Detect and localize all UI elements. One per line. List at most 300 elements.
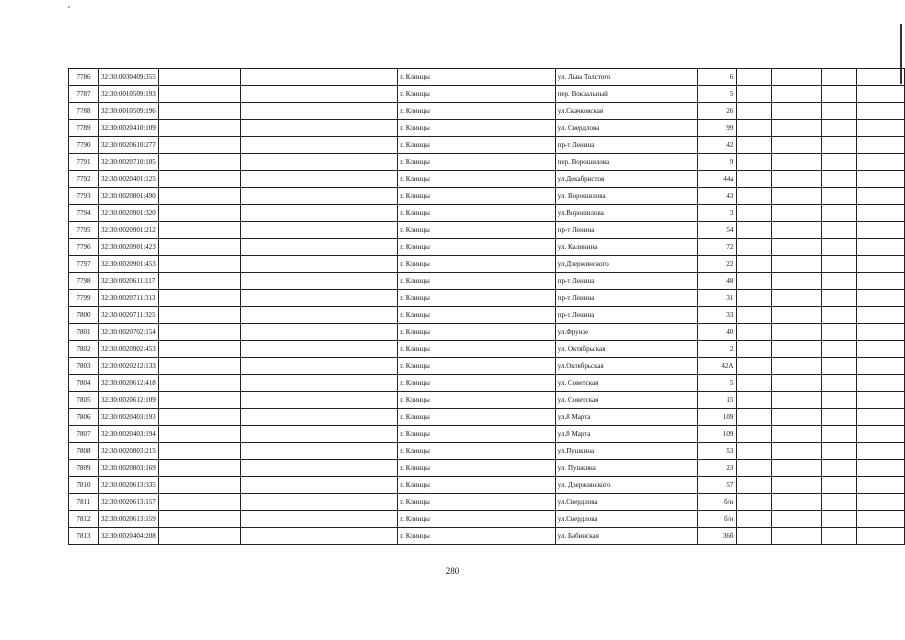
empty-cell [857, 494, 905, 511]
street-cell: ул.Фрунзе [555, 324, 697, 341]
empty-cell [158, 69, 240, 86]
city-cell: г. Клинцы [398, 222, 556, 239]
empty-cell [737, 273, 772, 290]
row-number: 7794 [69, 205, 99, 222]
table-row [69, 528, 905, 545]
empty-cell [857, 222, 905, 239]
empty-cell [240, 392, 398, 409]
house-cell: 44а [697, 171, 737, 188]
empty-cell [822, 239, 857, 256]
house-cell: 53 [697, 443, 737, 460]
empty-cell [737, 222, 772, 239]
empty-cell [158, 443, 240, 460]
empty-cell [158, 120, 240, 137]
house-cell: 23 [697, 460, 737, 477]
street-cell: ул. Советская [555, 375, 697, 392]
empty-cell [857, 120, 905, 137]
row-number: 7791 [69, 154, 99, 171]
empty-cell [158, 426, 240, 443]
empty-cell [822, 324, 857, 341]
empty-cell [158, 392, 240, 409]
empty-cell [822, 443, 857, 460]
empty-cell [822, 392, 857, 409]
street-cell: пер. Ворошилова [555, 154, 697, 171]
cadastral-number: 32:30:0020612:109 [98, 392, 158, 409]
registry-rows [69, 69, 905, 545]
house-cell: 48 [697, 273, 737, 290]
house-cell: 54 [697, 222, 737, 239]
city-cell: г. Клинцы [398, 426, 556, 443]
empty-cell [158, 477, 240, 494]
table-row [69, 171, 905, 188]
empty-cell [737, 137, 772, 154]
city-cell: г. Клинцы [398, 375, 556, 392]
table-row [69, 103, 905, 120]
street-cell: ул. Октябрьская [555, 341, 697, 358]
empty-cell [822, 171, 857, 188]
empty-cell [737, 341, 772, 358]
empty-cell [772, 392, 822, 409]
empty-cell [240, 290, 398, 307]
empty-cell [737, 426, 772, 443]
city-cell: г. Клинцы [398, 460, 556, 477]
empty-cell [158, 358, 240, 375]
row-number: 7788 [69, 103, 99, 120]
empty-cell [240, 205, 398, 222]
empty-cell [772, 154, 822, 171]
empty-cell [240, 239, 398, 256]
street-cell: пр-т Ленина [555, 222, 697, 239]
cadastral-number: 32:30:0020410:109 [98, 120, 158, 137]
empty-cell [857, 239, 905, 256]
empty-cell [158, 341, 240, 358]
house-cell: 57 [697, 477, 737, 494]
row-number: 7795 [69, 222, 99, 239]
empty-cell [737, 154, 772, 171]
row-number: 7793 [69, 188, 99, 205]
city-cell: г. Клинцы [398, 494, 556, 511]
empty-cell [857, 358, 905, 375]
empty-cell [158, 103, 240, 120]
cadastral-number: 32:30:0020803:169 [98, 460, 158, 477]
row-number: 7813 [69, 528, 99, 545]
empty-cell [240, 460, 398, 477]
city-cell: г. Клинцы [398, 103, 556, 120]
empty-cell [822, 103, 857, 120]
empty-cell [158, 409, 240, 426]
table-row [69, 154, 905, 171]
empty-cell [822, 188, 857, 205]
empty-cell [857, 375, 905, 392]
cadastral-number: 32:30:0020901:212 [98, 222, 158, 239]
empty-cell [772, 460, 822, 477]
empty-cell [737, 69, 772, 86]
city-cell: г. Клинцы [398, 358, 556, 375]
empty-cell [822, 477, 857, 494]
empty-cell [822, 86, 857, 103]
street-cell: пер. Вокзальный [555, 86, 697, 103]
empty-cell [240, 171, 398, 188]
empty-cell [240, 120, 398, 137]
house-cell: 42А [697, 358, 737, 375]
cadastral-number: 32:30:0020613:335 [98, 477, 158, 494]
house-cell: 72 [697, 239, 737, 256]
empty-cell [737, 307, 772, 324]
empty-cell [822, 341, 857, 358]
city-cell: г. Клинцы [398, 120, 556, 137]
table-row [69, 443, 905, 460]
empty-cell [772, 171, 822, 188]
empty-cell [240, 358, 398, 375]
city-cell: г. Клинцы [398, 86, 556, 103]
empty-cell [240, 307, 398, 324]
house-cell: 36б [697, 528, 737, 545]
empty-cell [240, 494, 398, 511]
empty-cell [772, 511, 822, 528]
row-number: 7804 [69, 375, 99, 392]
empty-cell [158, 205, 240, 222]
table-row [69, 188, 905, 205]
house-cell: 6 [697, 69, 737, 86]
empty-cell [822, 222, 857, 239]
empty-cell [822, 137, 857, 154]
cadastral-number: 32:30:0020403:193 [98, 409, 158, 426]
cadastral-number: 32:30:0010509:193 [98, 86, 158, 103]
house-cell: 109 [697, 409, 737, 426]
city-cell: г. Клинцы [398, 443, 556, 460]
empty-cell [158, 239, 240, 256]
city-cell: г. Клинцы [398, 409, 556, 426]
empty-cell [240, 511, 398, 528]
city-cell: г. Клинцы [398, 137, 556, 154]
city-cell: г. Клинцы [398, 307, 556, 324]
empty-cell [772, 69, 822, 86]
empty-cell [822, 511, 857, 528]
empty-cell [737, 511, 772, 528]
row-number: 7798 [69, 273, 99, 290]
empty-cell [772, 426, 822, 443]
cadastral-number: 32:30:0020403:194 [98, 426, 158, 443]
city-cell: г. Клинцы [398, 324, 556, 341]
street-cell: пр-т Ленина [555, 273, 697, 290]
street-cell: пр-т Ленина [555, 290, 697, 307]
cadastral-number: 32:30:0020801:490 [98, 188, 158, 205]
empty-cell [772, 205, 822, 222]
row-number: 7801 [69, 324, 99, 341]
city-cell: г. Клинцы [398, 477, 556, 494]
house-cell: 99 [697, 120, 737, 137]
house-cell: 5 [697, 86, 737, 103]
cadastral-number: 32:30:0020711:313 [98, 290, 158, 307]
city-cell: г. Клинцы [398, 239, 556, 256]
empty-cell [737, 120, 772, 137]
house-cell: 43 [697, 188, 737, 205]
street-cell: ул. Свердлова [555, 120, 697, 137]
cadastral-number: 32:30:0020901:453 [98, 256, 158, 273]
empty-cell [240, 256, 398, 273]
empty-cell [737, 103, 772, 120]
table-row [69, 120, 905, 137]
street-cell: ул. Советская [555, 392, 697, 409]
cadastral-number: 32:30:0020613:157 [98, 494, 158, 511]
house-cell: б/н [697, 494, 737, 511]
row-number: 7811 [69, 494, 99, 511]
house-cell: 31 [697, 290, 737, 307]
house-cell: 9 [697, 154, 737, 171]
city-cell: г. Клинцы [398, 528, 556, 545]
city-cell: г. Клинцы [398, 154, 556, 171]
street-cell: ул.Свердлова [555, 494, 697, 511]
empty-cell [240, 273, 398, 290]
empty-cell [737, 494, 772, 511]
empty-cell [240, 409, 398, 426]
empty-cell [158, 137, 240, 154]
street-cell: ул. Льва Толстого [555, 69, 697, 86]
cadastral-number: 32:30:0020612:418 [98, 375, 158, 392]
table-row [69, 460, 905, 477]
empty-cell [240, 154, 398, 171]
empty-cell [822, 494, 857, 511]
city-cell: г. Клинцы [398, 256, 556, 273]
empty-cell [822, 154, 857, 171]
cadastral-number: 32:30:0010509:196 [98, 103, 158, 120]
table-row [69, 409, 905, 426]
empty-cell [240, 324, 398, 341]
empty-cell [158, 324, 240, 341]
table-row [69, 341, 905, 358]
empty-cell [240, 222, 398, 239]
empty-cell [822, 273, 857, 290]
city-cell: г. Клинцы [398, 205, 556, 222]
house-cell: 40 [697, 324, 737, 341]
table-row [69, 290, 905, 307]
empty-cell [857, 443, 905, 460]
empty-cell [240, 103, 398, 120]
table-row [69, 511, 905, 528]
empty-cell [240, 341, 398, 358]
table-row [69, 494, 905, 511]
empty-cell [772, 494, 822, 511]
empty-cell [822, 307, 857, 324]
city-cell: г. Клинцы [398, 171, 556, 188]
empty-cell [772, 341, 822, 358]
row-number: 7805 [69, 392, 99, 409]
empty-cell [822, 409, 857, 426]
empty-cell [737, 256, 772, 273]
empty-cell [857, 154, 905, 171]
cadastral-number: 32:30:0020902:453 [98, 341, 158, 358]
empty-cell [772, 358, 822, 375]
house-cell: 42 [697, 137, 737, 154]
empty-cell [737, 477, 772, 494]
empty-cell [158, 256, 240, 273]
empty-cell [857, 188, 905, 205]
empty-cell [240, 477, 398, 494]
street-cell: ул. Ворошилова [555, 188, 697, 205]
empty-cell [737, 392, 772, 409]
empty-cell [158, 86, 240, 103]
row-number: 7786 [69, 69, 99, 86]
city-cell: г. Клинцы [398, 341, 556, 358]
page-number: 280 [445, 566, 460, 576]
empty-cell [737, 409, 772, 426]
house-cell: 15 [697, 392, 737, 409]
street-cell: ул. Калинина [555, 239, 697, 256]
empty-cell [737, 290, 772, 307]
table-row [69, 477, 905, 494]
table-row [69, 307, 905, 324]
empty-cell [158, 290, 240, 307]
street-cell: ул. Пушкина [555, 460, 697, 477]
empty-cell [158, 375, 240, 392]
row-number: 7812 [69, 511, 99, 528]
empty-cell [857, 477, 905, 494]
empty-cell [772, 375, 822, 392]
cadastral-number: 32:30:0020711:325 [98, 307, 158, 324]
empty-cell [737, 443, 772, 460]
empty-cell [240, 375, 398, 392]
empty-cell [772, 86, 822, 103]
empty-cell [737, 375, 772, 392]
empty-cell [737, 171, 772, 188]
row-number: 7796 [69, 239, 99, 256]
city-cell: г. Клинцы [398, 511, 556, 528]
empty-cell [822, 358, 857, 375]
empty-cell [822, 528, 857, 545]
table-row [69, 256, 905, 273]
street-cell: ул.Декабристов [555, 171, 697, 188]
street-cell: ул.8 Марта [555, 426, 697, 443]
row-number: 7789 [69, 120, 99, 137]
cadastral-number: 32:30:0020611:117 [98, 273, 158, 290]
empty-cell [737, 358, 772, 375]
house-cell: 2 [697, 341, 737, 358]
cadastral-number: 32:30:0020710:185 [98, 154, 158, 171]
empty-cell [240, 426, 398, 443]
table-row [69, 222, 905, 239]
row-number: 7808 [69, 443, 99, 460]
row-number: 7806 [69, 409, 99, 426]
scan-speck [68, 6, 70, 8]
empty-cell [822, 426, 857, 443]
street-cell: пр-т Ленина [555, 307, 697, 324]
empty-cell [772, 528, 822, 545]
empty-cell [857, 273, 905, 290]
empty-cell [857, 256, 905, 273]
table-row [69, 69, 905, 86]
empty-cell [240, 528, 398, 545]
table-row [69, 375, 905, 392]
empty-cell [857, 426, 905, 443]
cadastral-number: 32:30:0020610:277 [98, 137, 158, 154]
empty-cell [158, 511, 240, 528]
empty-cell [158, 171, 240, 188]
empty-cell [857, 103, 905, 120]
empty-cell [737, 239, 772, 256]
table-row [69, 273, 905, 290]
empty-cell [737, 86, 772, 103]
registry-table [68, 68, 905, 545]
row-number: 7800 [69, 307, 99, 324]
row-number: 7807 [69, 426, 99, 443]
empty-cell [857, 205, 905, 222]
city-cell: г. Клинцы [398, 188, 556, 205]
row-number: 7809 [69, 460, 99, 477]
empty-cell [822, 256, 857, 273]
empty-cell [737, 324, 772, 341]
row-number: 7787 [69, 86, 99, 103]
empty-cell [822, 290, 857, 307]
empty-cell [772, 443, 822, 460]
street-cell: ул.Дзержинского [555, 256, 697, 273]
empty-cell [737, 460, 772, 477]
empty-cell [158, 273, 240, 290]
table-row [69, 137, 905, 154]
empty-cell [772, 137, 822, 154]
cadastral-number: 32:30:0020613:159 [98, 511, 158, 528]
empty-cell [772, 290, 822, 307]
empty-cell [857, 290, 905, 307]
empty-cell [857, 69, 905, 86]
table-row [69, 392, 905, 409]
street-cell: ул.Скачковская [555, 103, 697, 120]
empty-cell [857, 392, 905, 409]
cadastral-number: 32:30:0020401:125 [98, 171, 158, 188]
table-row [69, 239, 905, 256]
cadastral-number: 32:30:0020404:208 [98, 528, 158, 545]
empty-cell [772, 477, 822, 494]
empty-cell [857, 307, 905, 324]
empty-cell [822, 460, 857, 477]
house-cell: 26 [697, 103, 737, 120]
empty-cell [822, 120, 857, 137]
table-row [69, 86, 905, 103]
empty-cell [772, 103, 822, 120]
empty-cell [857, 409, 905, 426]
row-number: 7803 [69, 358, 99, 375]
street-cell: ул.Свердлова [555, 511, 697, 528]
street-cell: ул. Дзержинского [555, 477, 697, 494]
city-cell: г. Клинцы [398, 273, 556, 290]
empty-cell [772, 188, 822, 205]
empty-cell [772, 324, 822, 341]
city-cell: г. Клинцы [398, 290, 556, 307]
empty-cell [240, 188, 398, 205]
empty-cell [772, 222, 822, 239]
empty-cell [737, 188, 772, 205]
empty-cell [240, 69, 398, 86]
row-number: 7810 [69, 477, 99, 494]
empty-cell [158, 222, 240, 239]
cadastral-number: 32:30:0020901:423 [98, 239, 158, 256]
cadastral-number: 32:30:0020702:154 [98, 324, 158, 341]
house-cell: 22 [697, 256, 737, 273]
table-row [69, 205, 905, 222]
street-cell: ул.8 Марта [555, 409, 697, 426]
empty-cell [158, 154, 240, 171]
street-cell: ул.Октябрьская [555, 358, 697, 375]
cadastral-number: 32:30:0020803:215 [98, 443, 158, 460]
city-cell: г. Клинцы [398, 69, 556, 86]
row-number: 7790 [69, 137, 99, 154]
empty-cell [772, 256, 822, 273]
empty-cell [857, 324, 905, 341]
empty-cell [737, 528, 772, 545]
empty-cell [772, 239, 822, 256]
cadastral-number: 32:30:0020901:320 [98, 205, 158, 222]
house-cell: 33 [697, 307, 737, 324]
empty-cell [772, 120, 822, 137]
